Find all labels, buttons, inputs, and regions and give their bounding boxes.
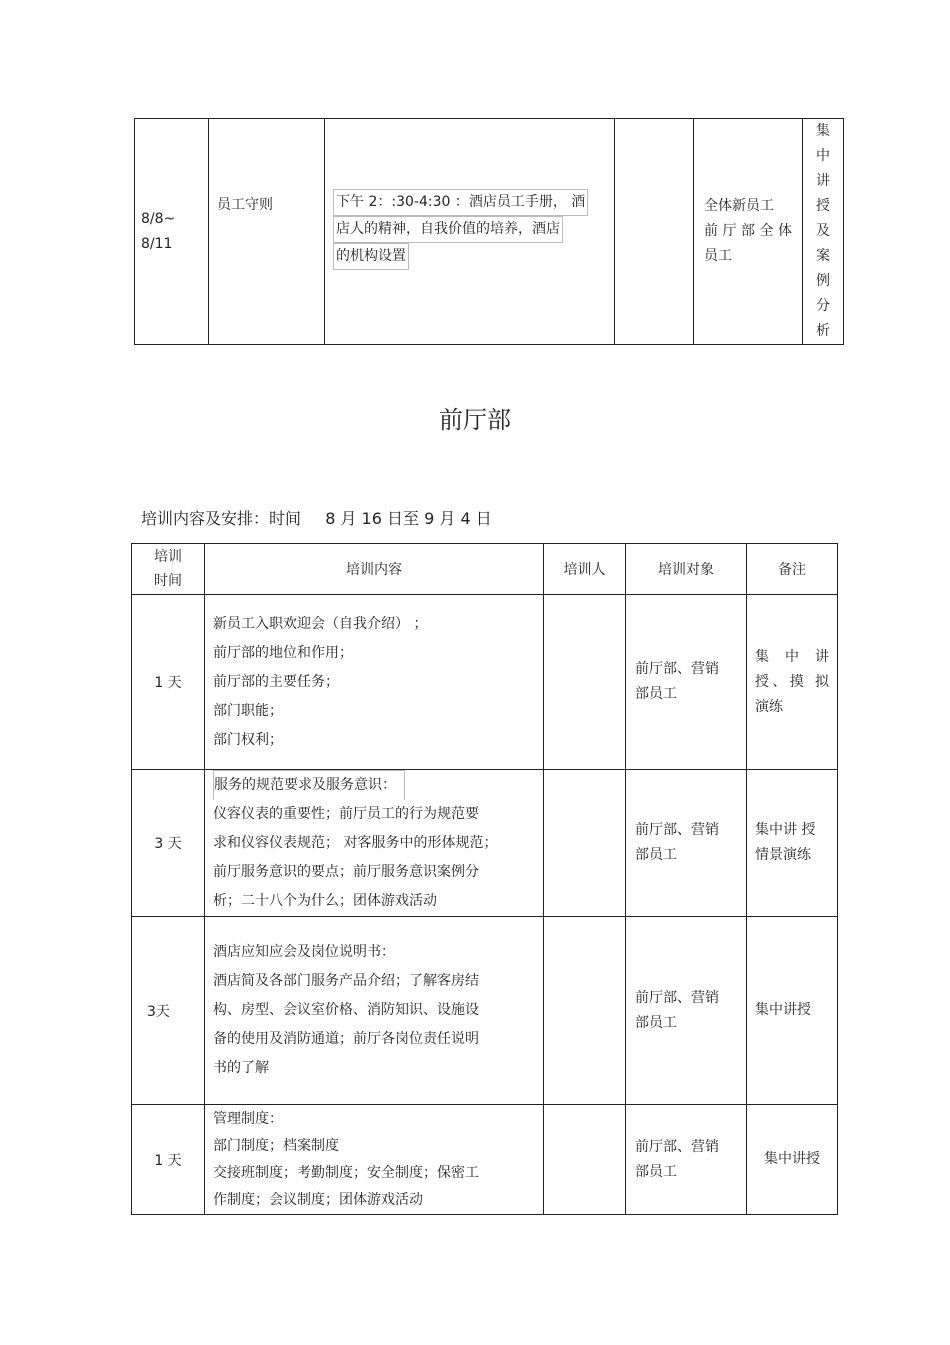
remark-cell [747,595,838,770]
target-line: 部员工 [635,847,677,863]
remark-cell [803,119,844,345]
remark-cell [747,770,838,917]
trainer-cell [544,770,626,917]
target-line: 部员工 [635,686,677,702]
content-line: 酒店应知应会及岗位说明书： [213,944,395,960]
table-row [132,917,838,1105]
content-cell [205,917,544,1105]
remark-line: 集中讲 授 [755,822,816,838]
target-line: 全体新员工 [704,198,774,214]
top-training-table [134,118,844,345]
target-line: 前厅部全体 [704,223,792,239]
content-line: 新员工入职欢迎会（自我介绍） ； [213,615,428,632]
target-cell [626,1105,747,1215]
table-row [135,119,844,345]
target-line: 前厅部、营销 [635,661,719,677]
remark-line: 集 中 讲 [755,648,829,665]
content-line: 交接班制度；考勤制度；安全制度；保密工 [213,1164,479,1181]
remark-char: 讲 [816,173,830,189]
content-line: 前厅服务意识的要点；前厅服务意识案例分 [213,864,479,880]
header-target: 培训对象 [626,544,747,595]
remark-char: 集 [816,123,830,139]
remark-char: 例 [816,273,830,289]
header-time-line: 培训 [154,549,182,565]
target-cell [626,770,747,917]
remark-cell [747,917,838,1105]
target-line: 员工 [704,248,732,264]
content-line: 书的了解 [213,1060,269,1076]
remark-line: 情景演练 [755,847,811,863]
header-content: 培训内容 [205,544,544,595]
remark-char: 及 [816,223,830,239]
content-line: 店人的精神，自我价值的培养，酒店 [333,216,563,243]
content-line: 求和仪容仪表规范； 对客服务中的形体规范； [213,835,498,851]
content-line: 的机构设置 [333,243,409,270]
remark-line: 授、摸 拟 [755,673,829,690]
remark-line: 集中讲授 [755,1002,811,1018]
content-line: 仪容仪表的重要性；前厅员工的行为规范要 [213,806,479,822]
target-line: 前厅部、营销 [635,822,719,838]
target-cell [694,119,803,345]
target-cell [626,917,747,1105]
target-cell [626,595,747,770]
header-trainer: 培训人 [544,544,626,595]
time-cell: 3 天 [132,770,205,917]
remark-char: 析 [816,323,830,339]
remark-line: 集中讲授 [764,1151,820,1167]
table-row [132,1105,838,1215]
schedule-label: 培训内容及安排：时间 [141,509,302,528]
content-line: 作制度；会议制度；团体游戏活动 [213,1191,423,1208]
target-line: 前厅部、营销 [635,1138,719,1155]
header-time [132,544,205,595]
content-line: 部门制度；档案制度 [213,1137,339,1154]
remark-char: 授 [816,198,830,214]
time-cell: 1 天 [132,1105,205,1215]
target-line: 部员工 [635,1163,677,1180]
trainer-cell [544,917,626,1105]
schedule-range: 8 月 16 日至 9 月 4 日 [325,509,492,528]
time-cell: 3天 [132,917,205,1105]
content-cell [205,770,544,917]
header-remark: 备注 [747,544,838,595]
date-text: 8/8~8/11 [141,210,176,252]
schedule-line [141,506,492,529]
content-cell [205,595,544,770]
trainer-cell [615,119,694,345]
content-line: 前厅部的主要任务； [213,673,339,690]
table-row [132,770,838,917]
content-line: 备的使用及消防通道；前厅各岗位责任说明 [213,1031,479,1047]
target-line: 前厅部、营销 [635,989,719,1006]
content-line: 部门权利； [213,731,283,748]
content-cell [205,1105,544,1215]
header-time-line: 时间 [154,573,182,589]
trainer-cell [544,595,626,770]
training-schedule-table [131,543,838,1215]
remark-cell [747,1105,838,1215]
content-line: 酒店简及各部门服务产品介绍；了解客房结 [213,973,479,989]
remark-char: 分 [816,298,830,314]
content-line: 下午 2：:30-4:30 ：酒店员工手册， 酒 [333,189,588,216]
content-cell [325,119,615,345]
trainer-cell [544,1105,626,1215]
remark-line: 演练 [755,698,783,715]
content-line: 部门职能； [213,702,283,719]
content-line: 构、房型、会议室价格、消防知识、设施设 [213,1002,479,1018]
date-cell [135,119,209,345]
remark-char: 中 [816,148,830,164]
content-line: 前厅部的地位和作用； [213,644,353,661]
topic-cell: 员工守则 [209,119,325,345]
time-cell: 1 天 [132,595,205,770]
section-title: 前厅部 [439,406,511,434]
target-line: 部员工 [635,1014,677,1031]
remark-char: 案 [816,248,830,264]
content-line: 析；二十八个为什么；团体游戏活动 [213,893,437,909]
content-line: 服务的规范要求及服务意识： [213,770,405,800]
table-header-row [132,544,838,595]
content-line: 管理制度： [213,1110,283,1127]
table-row [132,595,838,770]
